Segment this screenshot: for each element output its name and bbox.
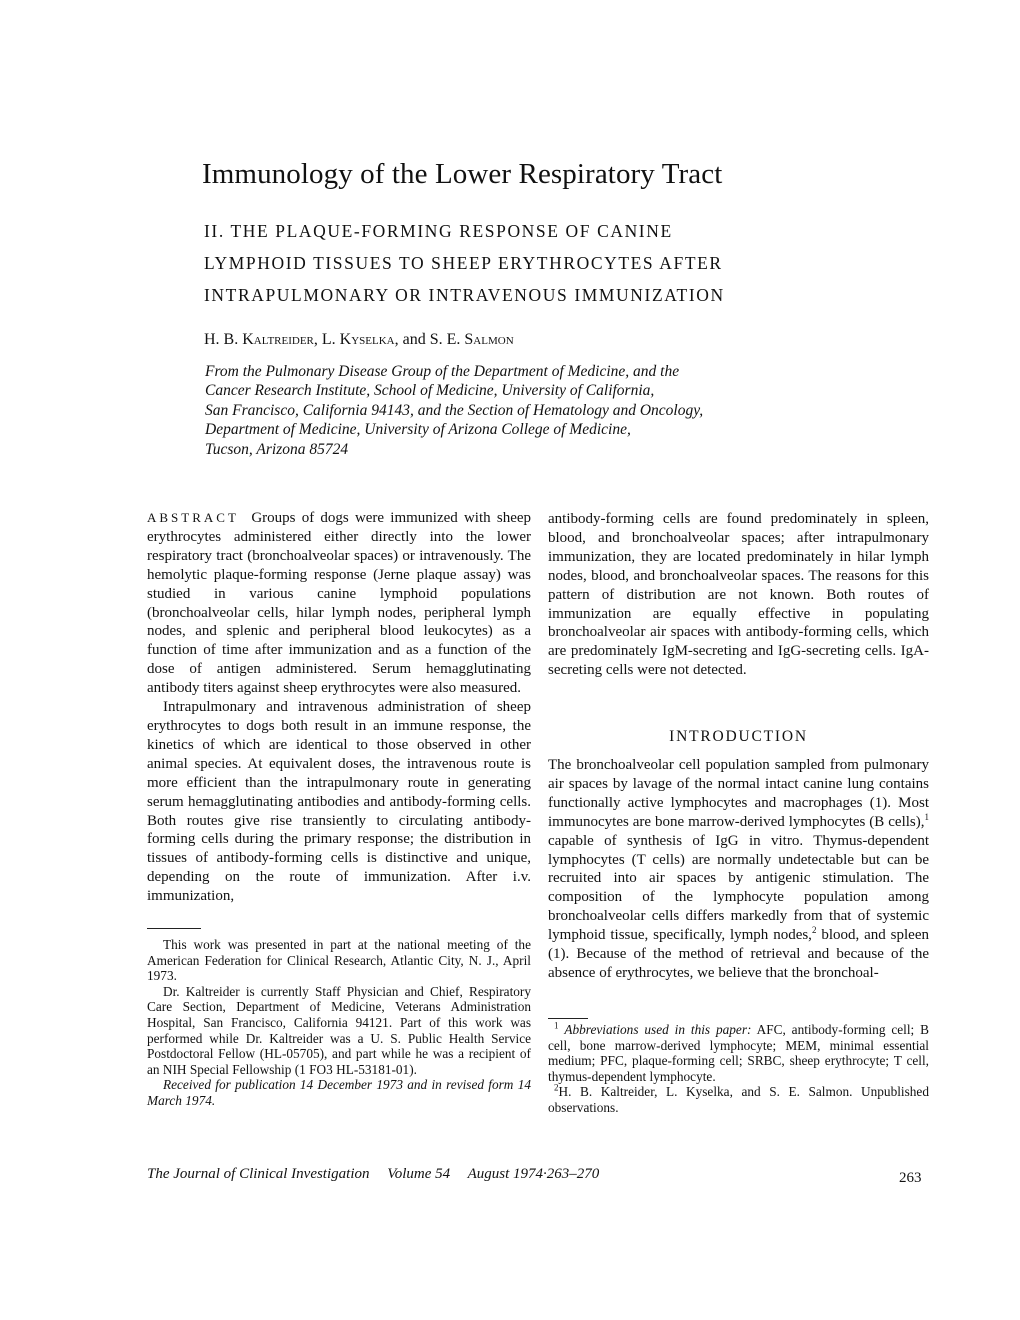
affiliation-line: San Francisco, California 94143, and the Section of Hematology and Oncology, — [205, 401, 704, 419]
affiliation-line: From the Pulmonary Disease Group of the Department of Medicine, and the — [205, 363, 680, 380]
page-footer — [147, 1166, 613, 1183]
article-subtitle — [204, 215, 725, 311]
journal-date-pages: August 1974·263–270 — [467, 1166, 600, 1182]
footnote-text: AFC, antibody-forming cell; B cell, bone marrow-derived lymphocyte; MEM, minimal essential medium; PFC, plaque-forming cell; SRBC, sheep erythrocyte; T cell, thymus-dependent lymphocyte. — [548, 1022, 930, 1084]
footnote-mark: 2 — [554, 1082, 559, 1093]
author-name: Salmon — [464, 331, 514, 348]
article-title: Immunology of the Lower Respiratory Tract — [202, 158, 723, 190]
footnotes-left — [147, 937, 531, 1109]
footnote-ref: 2 — [811, 925, 817, 936]
intro-text: blood, and spleen (1). Because of the method of retrieval and because of the absence of erythrocytes, we believe that the bronchoal- — [548, 927, 929, 981]
subtitle-line: LYMPHOID TISSUES TO SHEEP ERYTHROCYTES AFTER — [204, 253, 723, 273]
abstract-label: ABSTRACT — [147, 510, 239, 525]
section-heading-introduction: INTRODUCTION — [669, 728, 808, 745]
affiliation-line: Tucson, Arizona 85724 — [205, 440, 349, 458]
footnote: Received for publication 14 December 1973 and in revised form 14 March 1974. — [147, 1077, 531, 1108]
author-name: Kaltreider — [242, 331, 314, 348]
affiliation-line: Department of Medicine, University of Arizona College of Medicine, — [205, 421, 631, 439]
abstract-continuation: antibody-forming cells are found predominately in spleen, blood, and bronchoalveolar spaces; after intrapulmonary immunization, they are located predominately in hilar lymph nodes, blood, and bronchoalveolar spaces. The reasons for this pattern of distribution are not known. Both routes of immunization are equally effective in populating bronchoalveolar air spaces with antibody-forming cells, which are predominately IgM-secreting and IgG-secreting cells. IgA-secreting cells were not detected. — [548, 511, 929, 679]
abstract-paragraph — [147, 509, 531, 698]
right-column-abstract — [548, 510, 929, 680]
left-column — [147, 509, 531, 906]
intro-text: capable of synthesis of IgG in vitro. Thymus-dependent lymphocytes (T cells) are normally undetectable but can be recruited into air spaces by antigenic stimulation. The composition of the lymphocyte population among bronchoalveolar cells differs markedly from that of systemic lymphoid tissue, specifically, lymph nodes, — [548, 832, 929, 944]
affiliation — [205, 362, 703, 459]
footnote-divider — [147, 928, 201, 929]
footnote-ref: 1 — [924, 811, 929, 822]
intro-text: The bronchoalveolar cell population sampled from pulmonary air spaces by lavage of the normal intact canine lung contains functionally active lymphocytes and macrophages (1). Most immunocytes are bone marrow-derived lymphocytes (B cells), — [548, 757, 929, 830]
page-number: 263 — [899, 1170, 922, 1186]
footnote-label: Abbreviations used in this paper: — [564, 1022, 752, 1037]
introduction-paragraph — [548, 756, 929, 983]
author-list — [204, 331, 514, 349]
journal-volume: Volume 54 — [387, 1166, 451, 1182]
subtitle-line: II. THE PLAQUE-FORMING RESPONSE OF CANINE — [204, 221, 673, 241]
journal-name: The Journal of Clinical Investigation — [147, 1166, 370, 1182]
abstract-paragraph: Intrapulmonary and intravenous administration of sheep erythrocytes to dogs both result in an immune response, the kinetics of which are identical to those observed in other animal species. At equivalent doses, the intravenous route is more efficient than the intrapulmonary route in generating serum hemagglutinating antibodies and antibody-forming cells. Both routes give rise transiently to circulating antibody-forming cells during the primary response; the distribution in tissues of antibody-forming cells is distinctive and unique, depending on the route of immunization. After i.v. immunization, — [147, 699, 531, 905]
footnote-mark: 1 — [554, 1020, 559, 1031]
subtitle-line: INTRAPULMONARY OR INTRAVENOUS IMMUNIZATION — [204, 285, 725, 305]
author-name: Kyselka — [339, 331, 395, 348]
abstract-text: Groups of dogs were immunized with sheep erythrocytes administered either directly into the lower respiratory tract (bronchoalveolar spaces) or intravenously. The hemolytic plaque-forming response (Jerne plaque assay) was studied in various canine lymphoid populations (bronchoalveolar cells, hilar lymph nodes, peripheral lymph nodes, and splenic and peripheral blood leukocytes) as a function of time after immunization and as a function of the dose of antigen administered. Serum hemagglutinating antibody titers against sheep erythrocytes were also measured. — [147, 510, 532, 697]
footnote-divider — [548, 1018, 588, 1019]
affiliation-line: Cancer Research Institute, School of Medicine, University of California, — [205, 382, 655, 400]
footnotes-right — [548, 1022, 929, 1116]
footnote — [548, 1084, 929, 1115]
footnote-text: H. B. Kaltreider, L. Kyselka, and S. E. Salmon. Unpublished observations. — [548, 1084, 929, 1115]
author-separator: , and S. E. — [394, 331, 465, 348]
author-separator: , L. — [313, 331, 340, 348]
footnote: This work was presented in part at the national meeting of the American Federation for Clinical Research, Atlantic City, N. J., April 1973. — [147, 937, 531, 984]
footnote: Dr. Kaltreider is currently Staff Physician and Chief, Respiratory Care Section, Department of Medicine, Veterans Administration Hospital, San Francisco, California 94121. Part of this work was performed while Dr. Kaltreider was a U. S. Public Health Service Postdoctoral Fellow (HL-05705), and part while he was a recipient of an NIH Special Fellowship (1 FO3 HL-53181-01). — [147, 983, 531, 1077]
author-initials: H. B. — [204, 331, 243, 348]
footnote — [548, 1022, 929, 1084]
introduction-body — [548, 756, 929, 983]
